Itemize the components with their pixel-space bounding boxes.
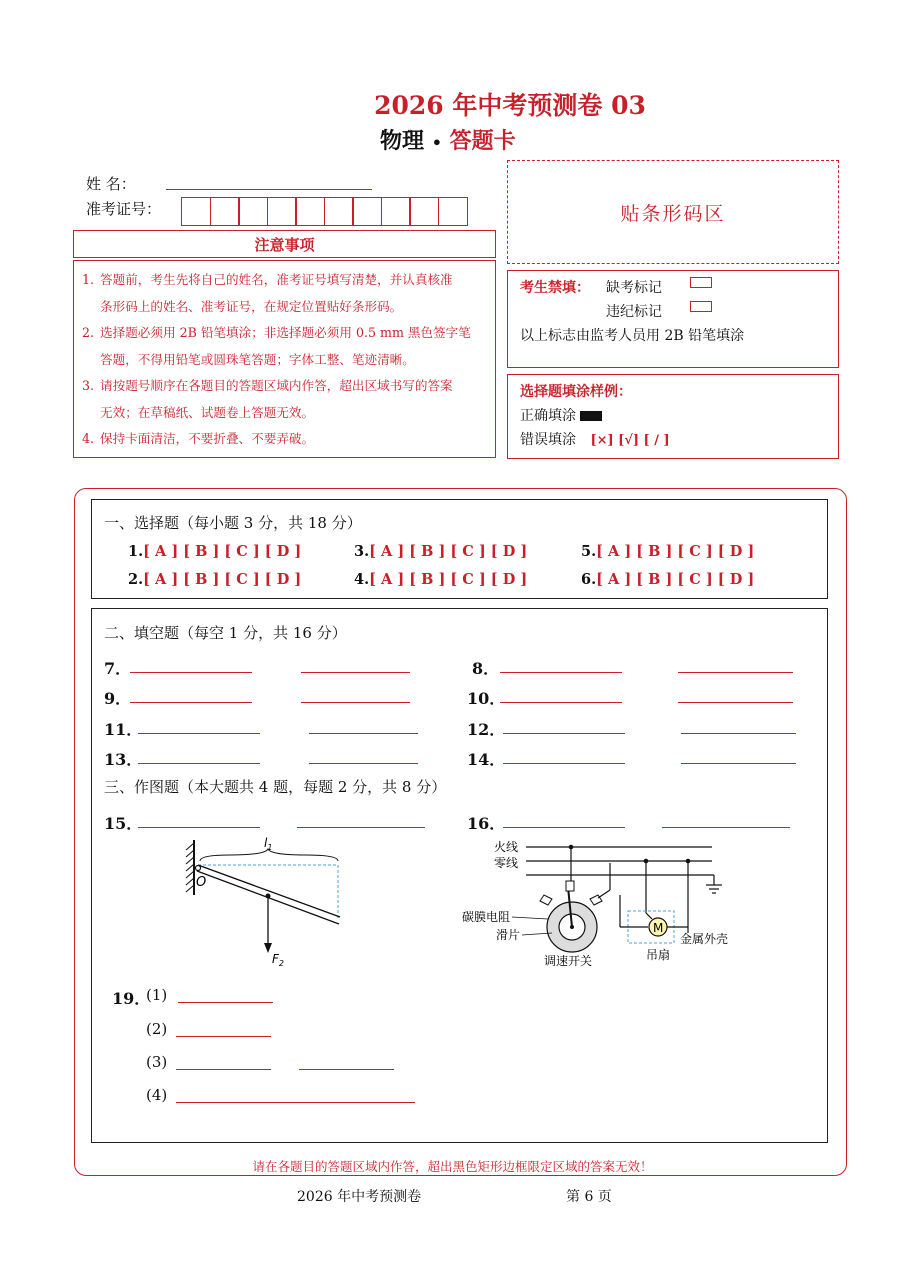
section2-title: 二、填空题（每空 1 分，共 16 分） bbox=[104, 624, 347, 642]
correct-label: 正确填涂 bbox=[520, 408, 576, 424]
q14-number: 14． bbox=[467, 750, 506, 769]
q19-sub-1: (1) bbox=[146, 986, 168, 1004]
ban-note: 以上标志由监考人员用 2B 铅笔填涂 bbox=[520, 328, 745, 344]
name-label: 姓 名： bbox=[86, 175, 136, 193]
q19-sub-2: (2) bbox=[146, 1020, 168, 1038]
q13-number: 13． bbox=[104, 750, 143, 769]
answer-blank[interactable] bbox=[176, 1069, 271, 1070]
answer-blank[interactable] bbox=[503, 733, 625, 734]
answer-blank[interactable] bbox=[681, 733, 796, 734]
card-subtitle bbox=[380, 124, 516, 155]
q15-number: 15． bbox=[104, 814, 143, 833]
answer-area-warning: 请在各题目的答题区域内作答，超出黑色矩形边框限定区域的答案无效！ bbox=[252, 1159, 653, 1174]
choice-question[interactable]: 4.[ A ] [ B ] [ C ] [ D ] bbox=[354, 571, 528, 588]
fan-label: 吊扇 bbox=[646, 948, 671, 962]
q16-number: 16． bbox=[467, 814, 506, 833]
name-field[interactable] bbox=[166, 189, 372, 190]
footer-exam-name: 2026 年中考预测卷 bbox=[297, 1189, 422, 1205]
answer-blank[interactable] bbox=[503, 827, 625, 828]
answer-blank[interactable] bbox=[681, 763, 796, 764]
correct-fill-sample bbox=[580, 411, 602, 421]
q12-number: 12． bbox=[467, 720, 506, 739]
barcode-label: 贴条形码区 bbox=[620, 202, 726, 225]
answer-blank[interactable] bbox=[178, 1002, 273, 1003]
sample-heading: 选择题填涂样例： bbox=[520, 384, 632, 400]
answer-blank[interactable] bbox=[678, 672, 793, 673]
answer-blank[interactable] bbox=[138, 827, 260, 828]
section1-title: 一、选择题（每小题 3 分，共 18 分） bbox=[104, 514, 362, 532]
q7-number: 7． bbox=[104, 659, 132, 678]
notice-item: 4. 保持卡面清洁，不要折叠、不要弄破。 bbox=[82, 431, 315, 446]
lever-figure bbox=[180, 835, 355, 970]
notice-item: 2. 选择题必须用 2B 铅笔填涂；非选择题必须用 0.5 mm 黑色签字笔 答题，不得用铅笔或圆珠笔答题；字体工整、笔迹清晰。 bbox=[82, 325, 471, 367]
footer-page-number: 第 6 页 bbox=[566, 1189, 612, 1205]
choice-question[interactable]: 6.[ A ] [ B ] [ C ] [ D ] bbox=[581, 571, 755, 588]
choice-question[interactable]: 5.[ A ] [ B ] [ C ] [ D ] bbox=[581, 543, 755, 560]
q8-number: 8． bbox=[472, 659, 500, 678]
answer-blank[interactable] bbox=[138, 733, 260, 734]
q10-number: 10． bbox=[467, 689, 506, 708]
fill-sample-box bbox=[507, 374, 839, 459]
barcode-area bbox=[507, 160, 839, 264]
choice-question[interactable]: 3.[ A ] [ B ] [ C ] [ D ] bbox=[354, 543, 528, 560]
q11-number: 11． bbox=[104, 720, 143, 739]
answer-blank[interactable] bbox=[297, 827, 425, 828]
wrong-fill-samples: [×] [√] [ / ] bbox=[590, 433, 670, 448]
answer-blank[interactable] bbox=[503, 763, 625, 764]
answer-blank[interactable] bbox=[299, 1069, 394, 1070]
violation-label: 违纪标记 bbox=[606, 304, 662, 320]
answer-blank[interactable] bbox=[678, 702, 793, 703]
violation-mark-box[interactable] bbox=[690, 301, 712, 312]
answer-blank[interactable] bbox=[301, 702, 410, 703]
answer-blank[interactable] bbox=[138, 763, 260, 764]
exam-title: 2026 年中考预测卷 03 bbox=[374, 91, 646, 120]
q19-sub-3: (3) bbox=[146, 1053, 168, 1071]
speed-switch-label: 调速开关 bbox=[544, 954, 593, 968]
id-number-cells[interactable] bbox=[181, 197, 466, 226]
notice-heading: 注意事项 bbox=[73, 230, 496, 258]
answer-card-label: 答题卡 bbox=[449, 128, 516, 154]
slider-label: 滑片 bbox=[496, 928, 521, 942]
pivot-o-label: O bbox=[196, 875, 207, 890]
choice-question[interactable]: 2.[ A ] [ B ] [ C ] [ D ] bbox=[128, 571, 302, 588]
dot-separator: • bbox=[431, 133, 442, 152]
f2-label: $F_2$ bbox=[272, 952, 284, 968]
answer-blank[interactable] bbox=[130, 672, 252, 673]
l1-label: $l_1$ bbox=[264, 836, 273, 852]
wrong-label: 错误填涂 bbox=[520, 432, 576, 448]
id-label: 准考证号： bbox=[86, 200, 162, 218]
section3-title: 三、作图题（本大题共 4 题，每题 2 分，共 8 分） bbox=[104, 778, 447, 796]
q19-sub-4: (4) bbox=[146, 1086, 168, 1104]
subject-label: 物理 bbox=[380, 128, 425, 154]
answer-blank[interactable] bbox=[500, 672, 622, 673]
motor-label: M bbox=[653, 921, 664, 935]
q9-number: 9． bbox=[104, 689, 132, 708]
q19-number: 19． bbox=[112, 989, 151, 1008]
metal-shell-label: 金属外壳 bbox=[680, 932, 729, 946]
answer-blank[interactable] bbox=[500, 702, 622, 703]
choice-question[interactable]: 1.[ A ] [ B ] [ C ] [ D ] bbox=[128, 543, 302, 560]
notice-item: 3. 请按题号顺序在各题目的答题区域内作答，超出区域书写的答案 无效；在草稿纸、试题卷上答题无效。 bbox=[82, 378, 453, 420]
neutral-wire-label: 零线 bbox=[494, 856, 519, 870]
answer-blank[interactable] bbox=[301, 672, 410, 673]
carbon-resistor-label: 碳膜电阻 bbox=[462, 910, 511, 924]
examinee-ban-box bbox=[507, 270, 839, 368]
answer-blank[interactable] bbox=[309, 763, 418, 764]
answer-blank[interactable] bbox=[309, 733, 418, 734]
live-wire-label: 火线 bbox=[494, 840, 519, 854]
notice-item: 1. 答题前，考生先将自己的姓名，准考证号填写清楚，并认真核准 条形码上的姓名、准考证号，在规定位置贴好条形码。 bbox=[82, 272, 453, 314]
answer-blank[interactable] bbox=[176, 1102, 415, 1103]
answer-blank[interactable] bbox=[176, 1036, 271, 1037]
absent-mark-box[interactable] bbox=[690, 277, 712, 288]
answer-blank[interactable] bbox=[662, 827, 790, 828]
notice-box bbox=[73, 260, 496, 458]
absent-label: 缺考标记 bbox=[606, 280, 662, 296]
answer-blank[interactable] bbox=[130, 702, 252, 703]
ban-label: 考生禁填： bbox=[520, 280, 590, 296]
circuit-figure bbox=[452, 835, 752, 975]
